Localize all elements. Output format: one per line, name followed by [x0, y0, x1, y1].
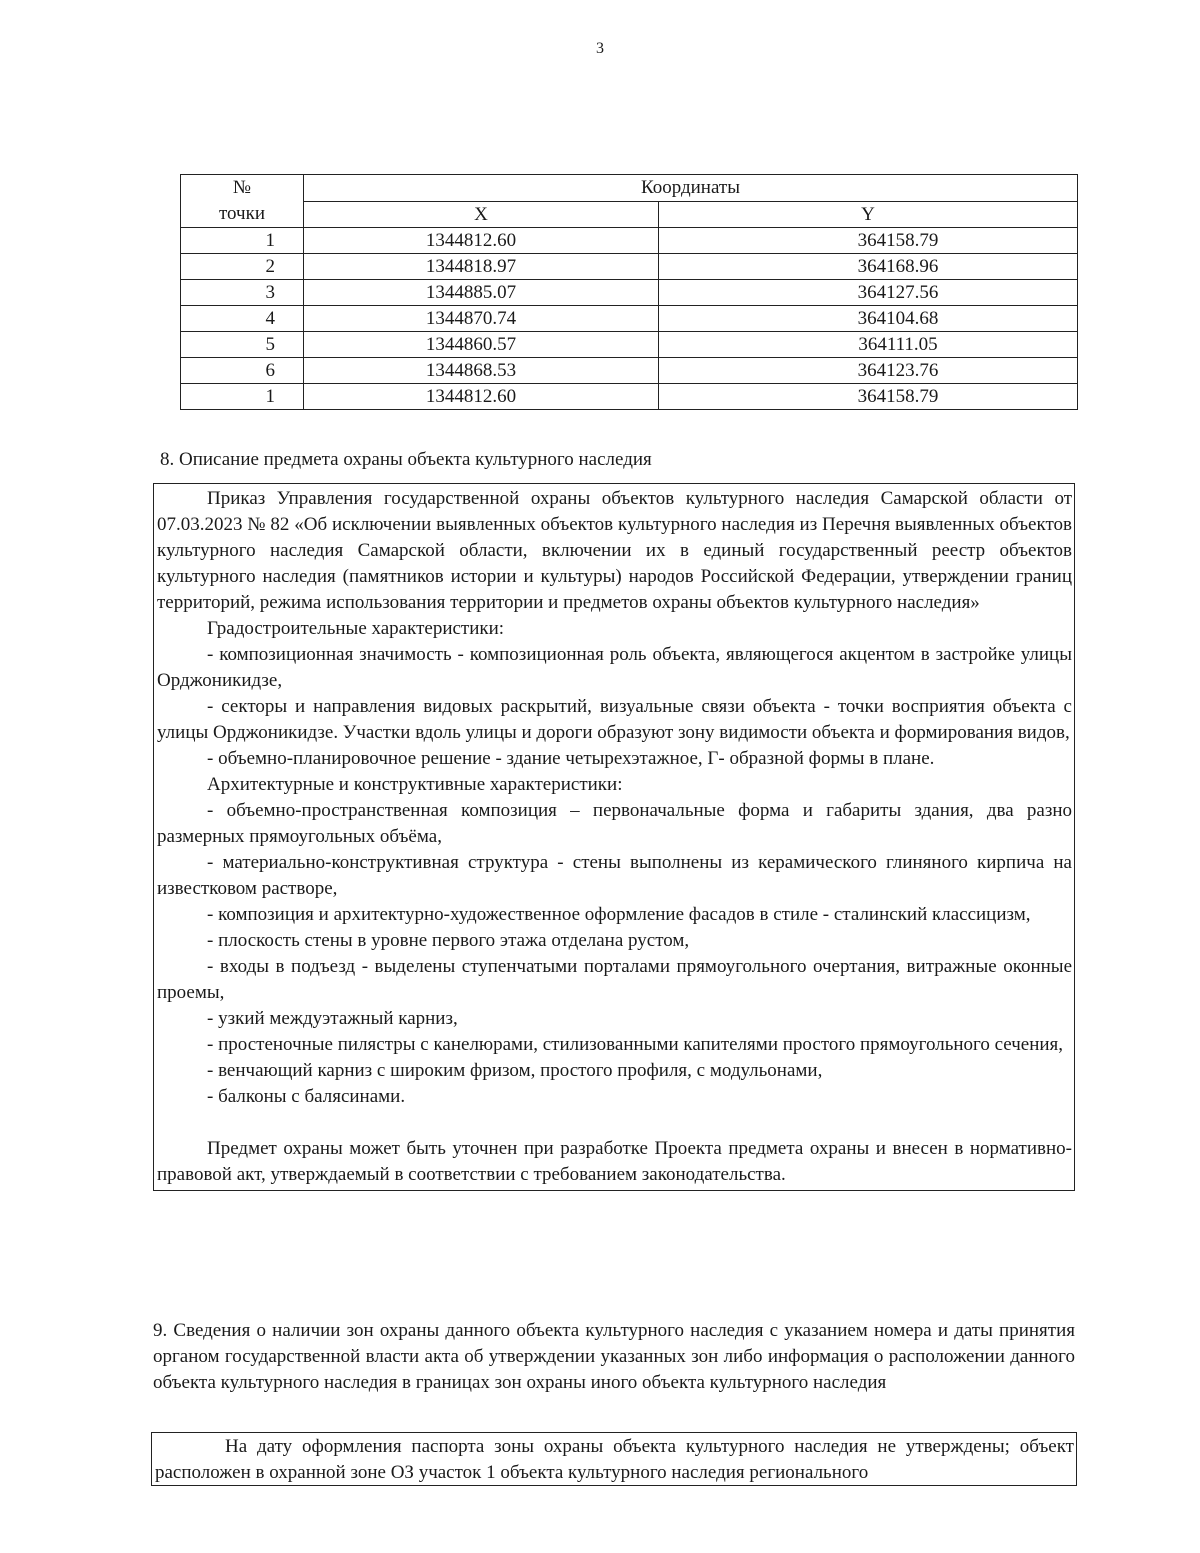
y-coordinate-cell: 364158.79 — [659, 228, 1078, 254]
y-coordinate-cell: 364111.05 — [659, 332, 1078, 358]
page-number: 3 — [596, 40, 604, 57]
point-number-cell: 5 — [181, 332, 304, 358]
point-number-cell: 6 — [181, 358, 304, 384]
point-number-cell: 1 — [181, 384, 304, 410]
table-row — [181, 254, 1078, 280]
list-item: - композиционная значимость - композиционная роль объекта, являющегося акцентом в застройке улицы Орджоникидзе, — [157, 644, 1072, 691]
x-coordinate-cell: 1344885.07 — [304, 280, 659, 306]
section-9-box — [151, 1432, 1077, 1486]
y-coordinate-cell: 364104.68 — [659, 306, 1078, 332]
section-8-title: 8. Описание предмета охраны объекта культурного наследия — [160, 449, 652, 470]
order-paragraph: Приказ Управления государственной охраны объектов культурного наследия Самарской области от 07.03.2023 № 82 «Об исключении выявленных объектов культурного наследия из Перечня выявленных объектов культурного наследия Самарской области, включении их в единый государственный реестр объектов культурного наследия (памятников истории и культуры) народов Российской Федерации, утверждении границ территорий, режима использования территории и предметов охраны объектов культурного наследия» — [157, 488, 1072, 613]
table-row — [181, 228, 1078, 254]
urban-heading: Градостроительные характеристики: — [207, 618, 505, 639]
list-item: - венчающий карниз с широким фризом, простого профиля, с модульонами, — [207, 1060, 823, 1081]
x-header: X — [304, 201, 659, 228]
section-9-text: На дату оформления паспорта зоны охраны объекта культурного наследия не утверждены; объект расположен в охранной зоне ОЗ участок 1 объекта культурного наследия регионального — [155, 1436, 1074, 1483]
table-header-row — [181, 175, 1078, 202]
arch-heading: Архитектурные и конструктивные характеристики: — [207, 774, 623, 795]
note-paragraph: Предмет охраны может быть уточнен при разработке Проекта предмета охраны и внесен в нормативно-правовой акт, утверждаемый в соответствии с требованием законодательства. — [157, 1138, 1072, 1185]
point-number-cell: 4 — [181, 306, 304, 332]
table-row — [181, 306, 1078, 332]
coordinates-body — [181, 228, 1078, 410]
list-item: - простеночные пилястры с канелюрами, стилизованными капителями простого прямоугольного сечения, — [207, 1034, 1064, 1055]
list-item: - объемно-пространственная композиция – первоначальные форма и габариты здания, два разно размерных прямоугольных объёма, — [157, 800, 1072, 847]
x-coordinate-cell: 1344868.53 — [304, 358, 659, 384]
y-coordinate-cell: 364158.79 — [659, 384, 1078, 410]
x-coordinate-cell: 1344818.97 — [304, 254, 659, 280]
x-coordinate-cell: 1344860.57 — [304, 332, 659, 358]
table-subheader-row — [181, 201, 1078, 228]
x-coordinate-cell: 1344870.74 — [304, 306, 659, 332]
point-number-header — [181, 175, 304, 228]
point-number-cell: 1 — [181, 228, 304, 254]
y-coordinate-cell: 364123.76 — [659, 358, 1078, 384]
list-item: - композиция и архитектурно-художественное оформление фасадов в стиле - сталинский классицизм, — [207, 904, 1031, 925]
y-header: Y — [659, 201, 1078, 228]
list-item: - входы в подъезд - выделены ступенчатыми порталами прямоугольного очертания, витражные оконные проемы, — [157, 956, 1072, 1003]
coordinates-table — [180, 174, 1078, 410]
list-item: - секторы и направления видовых раскрытий, визуальные связи объекта - точки восприятия объекта с улицы Орджоникидзе. Участки вдоль улицы и дороги образуют зону видимости объекта и формирования видов, — [157, 696, 1072, 743]
x-coordinate-cell: 1344812.60 — [304, 228, 659, 254]
list-item: - балконы с балясинами. — [207, 1086, 406, 1107]
section-8-box — [153, 483, 1075, 1191]
x-coordinate-cell: 1344812.60 — [304, 384, 659, 410]
table-row — [181, 358, 1078, 384]
list-item: - плоскость стены в уровне первого этажа отделана рустом, — [207, 930, 690, 951]
section-9-title: 9. Сведения о наличии зон охраны данного объекта культурного наследия с указанием номера и даты принятия органом государственной власти акта об утверждении указанных зон либо информация о расположении данного объекта культурного наследия в границах зон охраны иного объекта культурного наследия — [153, 1320, 1075, 1393]
urban-characteristics-list — [157, 642, 1072, 772]
point-number-header-line1: № — [232, 177, 252, 198]
table-row — [181, 332, 1078, 358]
list-item: - материально-конструктивная структура - стены выполнены из керамического глиняного кирпича на известковом растворе, — [157, 852, 1072, 899]
table-row — [181, 280, 1078, 306]
y-coordinate-cell: 364168.96 — [659, 254, 1078, 280]
table-row — [181, 384, 1078, 410]
coordinates-header: Координаты — [304, 175, 1078, 202]
list-item: - объемно-планировочное решение - здание четырехэтажное, Г- образной формы в плане. — [207, 748, 935, 769]
list-item: - узкий междуэтажный карниз, — [207, 1008, 458, 1029]
point-number-cell: 3 — [181, 280, 304, 306]
point-number-cell: 2 — [181, 254, 304, 280]
point-number-header-line2: точки — [218, 203, 265, 224]
architectural-characteristics-list — [157, 798, 1072, 1110]
y-coordinate-cell: 364127.56 — [659, 280, 1078, 306]
